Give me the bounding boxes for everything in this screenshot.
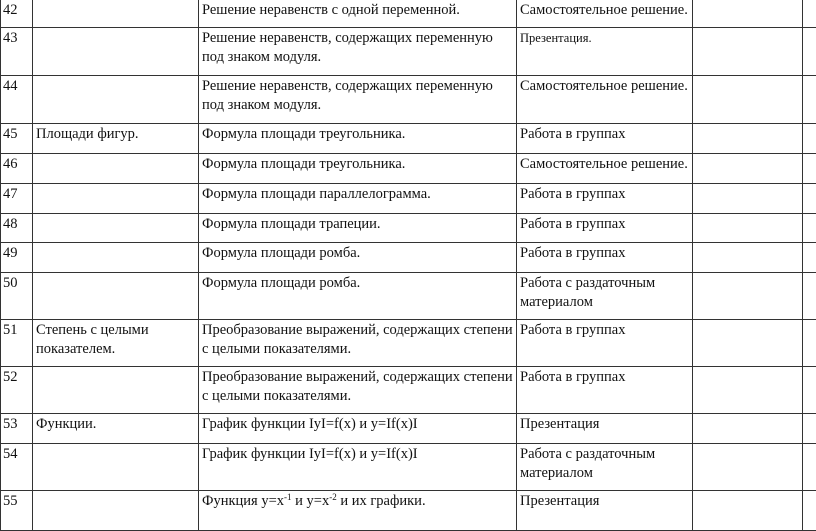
row-number: 42 bbox=[1, 0, 33, 28]
empty-cell bbox=[803, 273, 816, 320]
topic-cell: Площади фигур. bbox=[33, 124, 199, 154]
empty-cell bbox=[693, 491, 803, 531]
lesson-text: и их графики. bbox=[337, 493, 426, 509]
table-row bbox=[1, 243, 816, 273]
lesson-cell: Формула площади трапеции. bbox=[199, 214, 517, 243]
form-cell: Работа в группах bbox=[517, 320, 693, 367]
lesson-cell: Решение неравенств, содержащих переменную под знаком модуля. bbox=[199, 28, 517, 76]
form-cell: Самостоятельное решение. bbox=[517, 76, 693, 124]
empty-cell bbox=[803, 367, 816, 414]
empty-cell bbox=[803, 124, 816, 154]
topic-cell: Функции. bbox=[33, 414, 199, 444]
table-row bbox=[1, 76, 816, 124]
table-row bbox=[1, 273, 816, 320]
empty-cell bbox=[693, 76, 803, 124]
form-cell: Самостоятельное решение. bbox=[517, 0, 693, 28]
lesson-cell: Преобразование выражений, содержащих степени с целыми показателями. bbox=[199, 367, 517, 414]
lesson-cell: Решение неравенств, содержащих переменную под знаком модуля. bbox=[199, 76, 517, 124]
exponent: -2 bbox=[329, 492, 337, 502]
row-number: 45 bbox=[1, 124, 33, 154]
form-cell: Работа с раздаточным материалом bbox=[517, 273, 693, 320]
row-number: 48 bbox=[1, 214, 33, 243]
empty-cell bbox=[693, 214, 803, 243]
topic-cell bbox=[33, 273, 199, 320]
empty-cell bbox=[803, 28, 816, 76]
lesson-cell: Формула площади треугольника. bbox=[199, 154, 517, 184]
row-number: 46 bbox=[1, 154, 33, 184]
form-cell: Работа в группах bbox=[517, 124, 693, 154]
empty-cell bbox=[693, 414, 803, 444]
topic-cell bbox=[33, 184, 199, 214]
lesson-cell: Решение неравенств с одной переменной. bbox=[199, 0, 517, 28]
table-row bbox=[1, 214, 816, 243]
table-row bbox=[1, 184, 816, 214]
lesson-text: и y=x bbox=[292, 493, 330, 509]
table-row bbox=[1, 367, 816, 414]
form-cell: Презентация. bbox=[517, 28, 693, 76]
row-number: 50 bbox=[1, 273, 33, 320]
topic-cell bbox=[33, 444, 199, 491]
empty-cell bbox=[693, 273, 803, 320]
form-cell: Работа с раздаточным материалом bbox=[517, 444, 693, 491]
empty-cell bbox=[693, 320, 803, 367]
table-row bbox=[1, 28, 816, 76]
row-number: 54 bbox=[1, 444, 33, 491]
empty-cell bbox=[803, 154, 816, 184]
empty-cell bbox=[693, 0, 803, 28]
table-row bbox=[1, 320, 816, 367]
empty-cell bbox=[803, 214, 816, 243]
empty-cell bbox=[803, 414, 816, 444]
row-number: 51 bbox=[1, 320, 33, 367]
topic-cell bbox=[33, 491, 199, 531]
form-cell: Работа в группах bbox=[517, 214, 693, 243]
lesson-cell bbox=[199, 491, 517, 531]
topic-cell bbox=[33, 0, 199, 28]
form-cell: Презентация bbox=[517, 491, 693, 531]
form-cell: Презентация bbox=[517, 414, 693, 444]
lesson-cell: Формула площади ромба. bbox=[199, 243, 517, 273]
empty-cell bbox=[693, 28, 803, 76]
topic-cell bbox=[33, 367, 199, 414]
row-number: 55 bbox=[1, 491, 33, 531]
empty-cell bbox=[803, 184, 816, 214]
topic-cell bbox=[33, 76, 199, 124]
lesson-cell: Формула площади треугольника. bbox=[199, 124, 517, 154]
lesson-cell: Преобразование выражений, содержащих степени с целыми показателями. bbox=[199, 320, 517, 367]
empty-cell bbox=[803, 0, 816, 28]
row-number: 52 bbox=[1, 367, 33, 414]
row-number: 47 bbox=[1, 184, 33, 214]
lesson-text: Функция y=x bbox=[202, 493, 284, 509]
lesson-cell: Формула площади параллелограмма. bbox=[199, 184, 517, 214]
empty-cell bbox=[693, 243, 803, 273]
table-row bbox=[1, 414, 816, 444]
table-row bbox=[1, 491, 816, 531]
topic-cell bbox=[33, 214, 199, 243]
lesson-cell: График функции IyI=f(x) и y=If(x)I bbox=[199, 444, 517, 491]
form-cell: Самостоятельное решение. bbox=[517, 154, 693, 184]
form-cell: Работа в группах bbox=[517, 367, 693, 414]
topic-cell bbox=[33, 154, 199, 184]
empty-cell bbox=[693, 124, 803, 154]
empty-cell bbox=[803, 444, 816, 491]
table-row bbox=[1, 444, 816, 491]
row-number: 49 bbox=[1, 243, 33, 273]
empty-cell bbox=[803, 320, 816, 367]
row-number: 44 bbox=[1, 76, 33, 124]
topic-cell bbox=[33, 28, 199, 76]
exponent: -1 bbox=[284, 492, 292, 502]
empty-cell bbox=[803, 491, 816, 531]
table-row bbox=[1, 154, 816, 184]
row-number: 43 bbox=[1, 28, 33, 76]
empty-cell bbox=[693, 367, 803, 414]
table-row bbox=[1, 0, 816, 28]
empty-cell bbox=[693, 444, 803, 491]
empty-cell bbox=[693, 154, 803, 184]
table-row bbox=[1, 124, 816, 154]
row-number: 53 bbox=[1, 414, 33, 444]
empty-cell bbox=[803, 243, 816, 273]
lesson-cell: Формула площади ромба. bbox=[199, 273, 517, 320]
form-cell: Работа в группах bbox=[517, 243, 693, 273]
empty-cell bbox=[803, 76, 816, 124]
topic-cell: Степень с целыми показателем. bbox=[33, 320, 199, 367]
empty-cell bbox=[693, 184, 803, 214]
form-cell: Работа в группах bbox=[517, 184, 693, 214]
topic-cell bbox=[33, 243, 199, 273]
lesson-cell: График функции IyI=f(x) и y=If(x)I bbox=[199, 414, 517, 444]
